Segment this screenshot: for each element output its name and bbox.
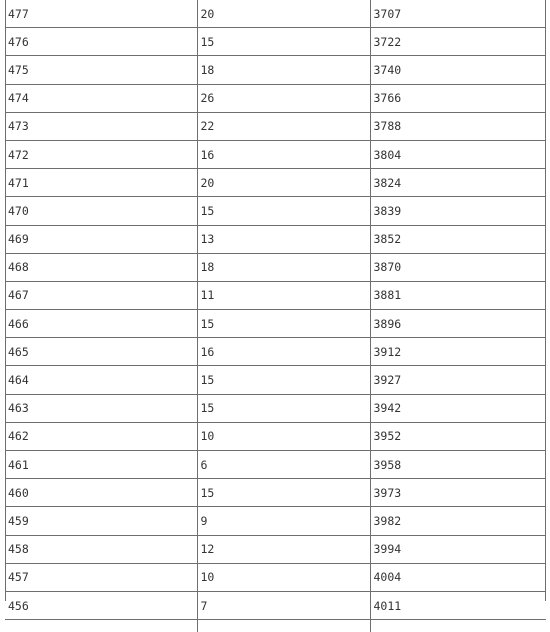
cumulative-cell: 3927 [370, 366, 546, 394]
empty-cell [5, 620, 197, 632]
table-row [5, 366, 546, 394]
count-cell: 16 [197, 140, 370, 168]
score-cell: 461 [5, 451, 197, 479]
score-cell: 456 [5, 591, 197, 619]
score-table-frame [5, 0, 546, 613]
cumulative-cell: 3870 [370, 253, 546, 281]
table-row [5, 112, 546, 140]
cumulative-cell: 3740 [370, 56, 546, 84]
score-cell: 467 [5, 281, 197, 309]
count-cell: 11 [197, 281, 370, 309]
table-row [5, 253, 546, 281]
cumulative-cell: 3824 [370, 169, 546, 197]
count-cell: 15 [197, 310, 370, 338]
table-row [5, 169, 546, 197]
score-cell: 476 [5, 28, 197, 56]
table-row [5, 56, 546, 84]
table-row [5, 310, 546, 338]
score-cell: 464 [5, 366, 197, 394]
score-cell: 458 [5, 535, 197, 563]
score-cell: 470 [5, 197, 197, 225]
table-row [5, 535, 546, 563]
score-cell: 465 [5, 338, 197, 366]
table-row [5, 197, 546, 225]
cumulative-cell: 3958 [370, 451, 546, 479]
table-row [5, 479, 546, 507]
empty-cell [197, 620, 370, 632]
score-table [5, 0, 546, 632]
score-cell: 459 [5, 507, 197, 535]
table-row [5, 338, 546, 366]
table-row [5, 422, 546, 450]
table-row [5, 451, 546, 479]
count-cell: 20 [197, 169, 370, 197]
score-cell: 472 [5, 140, 197, 168]
table-row [5, 591, 546, 619]
count-cell: 20 [197, 0, 370, 28]
count-cell: 13 [197, 225, 370, 253]
score-cell: 473 [5, 112, 197, 140]
count-cell: 15 [197, 479, 370, 507]
count-cell: 12 [197, 535, 370, 563]
table-row [5, 563, 546, 591]
score-cell: 475 [5, 56, 197, 84]
table-row [5, 394, 546, 422]
cumulative-cell: 3766 [370, 84, 546, 112]
table-row [5, 507, 546, 535]
score-cell: 466 [5, 310, 197, 338]
cumulative-cell: 3973 [370, 479, 546, 507]
score-cell: 477 [5, 0, 197, 28]
table-row [5, 0, 546, 28]
count-cell: 15 [197, 197, 370, 225]
cumulative-cell: 4004 [370, 563, 546, 591]
cumulative-cell: 3994 [370, 535, 546, 563]
cumulative-cell: 3788 [370, 112, 546, 140]
count-cell: 16 [197, 338, 370, 366]
score-table-body [5, 0, 546, 632]
count-cell: 10 [197, 422, 370, 450]
table-row [5, 84, 546, 112]
table-row [5, 140, 546, 168]
cumulative-cell: 3839 [370, 197, 546, 225]
score-cell: 471 [5, 169, 197, 197]
table-row [5, 225, 546, 253]
cumulative-cell: 3852 [370, 225, 546, 253]
score-cell: 457 [5, 563, 197, 591]
table-row [5, 28, 546, 56]
count-cell: 15 [197, 366, 370, 394]
cumulative-cell: 3952 [370, 422, 546, 450]
cumulative-cell: 3804 [370, 140, 546, 168]
cumulative-cell: 3912 [370, 338, 546, 366]
cumulative-cell: 3942 [370, 394, 546, 422]
count-cell: 26 [197, 84, 370, 112]
cumulative-cell: 3722 [370, 28, 546, 56]
count-cell: 18 [197, 56, 370, 84]
cumulative-cell: 4011 [370, 591, 546, 619]
cumulative-cell: 3982 [370, 507, 546, 535]
cumulative-cell: 3881 [370, 281, 546, 309]
count-cell: 22 [197, 112, 370, 140]
score-cell: 463 [5, 394, 197, 422]
score-cell: 468 [5, 253, 197, 281]
table-row [5, 281, 546, 309]
count-cell: 10 [197, 563, 370, 591]
count-cell: 7 [197, 591, 370, 619]
score-cell: 460 [5, 479, 197, 507]
count-cell: 9 [197, 507, 370, 535]
table-row-cut-off [5, 620, 546, 632]
cumulative-cell: 3896 [370, 310, 546, 338]
score-cell: 469 [5, 225, 197, 253]
count-cell: 15 [197, 28, 370, 56]
count-cell: 6 [197, 451, 370, 479]
empty-cell [370, 620, 546, 632]
count-cell: 18 [197, 253, 370, 281]
score-cell: 462 [5, 422, 197, 450]
count-cell: 15 [197, 394, 370, 422]
score-cell: 474 [5, 84, 197, 112]
cumulative-cell: 3707 [370, 0, 546, 28]
